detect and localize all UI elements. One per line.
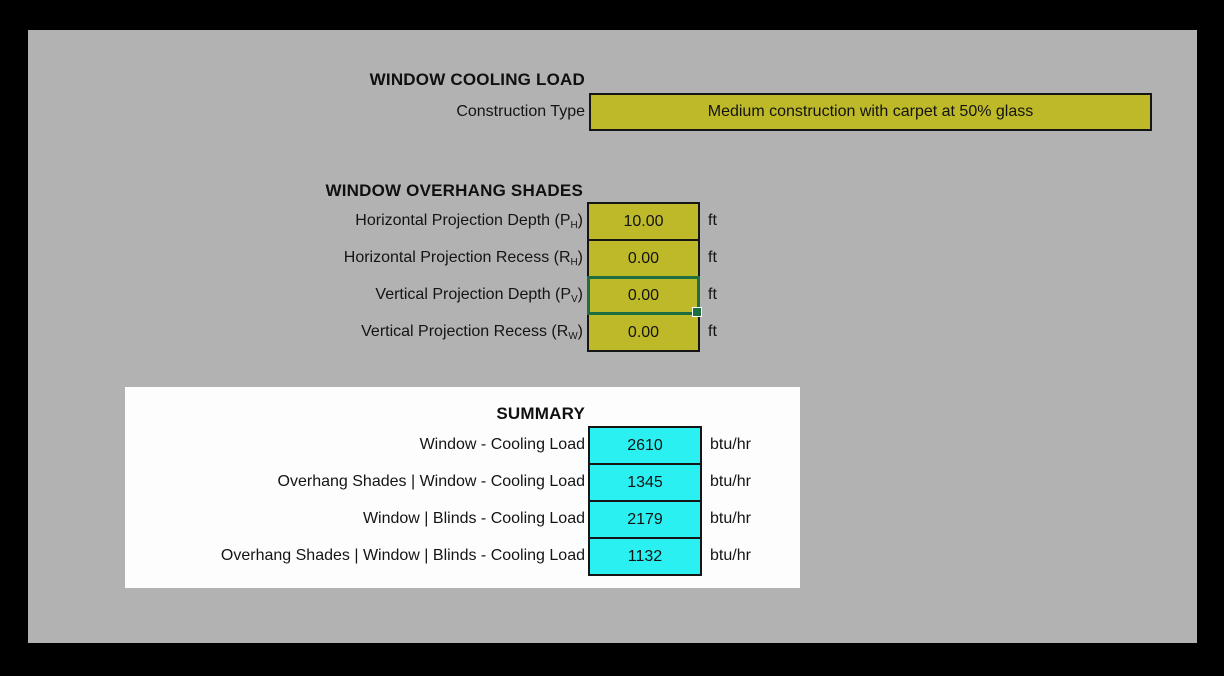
construction-type-label: Construction Type [456,103,585,120]
main-title: WINDOW COOLING LOAD [369,70,585,89]
summary-title: SUMMARY [496,404,585,423]
unit-btu-hr: btu/hr [710,547,751,564]
output-cell-overhang-window[interactable]: 1345 [588,463,702,502]
output-cell-window[interactable]: 2610 [588,426,702,465]
fill-handle[interactable] [692,307,702,317]
summary-label-overhang-window-blinds: Overhang Shades | Window | Blinds - Cooling Load [220,547,585,564]
unit-btu-hr: btu/hr [710,473,751,490]
summary-label-window: Window - Cooling Load [419,436,585,453]
output-cell-window-blinds[interactable]: 2179 [588,500,702,539]
unit-ft: ft [708,212,717,229]
input-label-rh: Horizontal Projection Recess $(R_H)$ [343,249,583,268]
input-cell-stack [587,202,700,352]
unit-ft: ft [708,286,717,303]
input-label-pv: Vertical Projection Depth $(P_V)$ [375,286,583,305]
input-label-rw: Vertical Projection Recess $(R_W)$ [361,323,583,342]
construction-type-cell[interactable]: Medium construction with carpet at 50% glass [589,93,1152,131]
input-cell-ph[interactable]: 10.00 [587,202,700,241]
overhang-title: WINDOW OVERHANG SHADES [325,181,583,200]
summary-label-window-blinds: Window | Blinds - Cooling Load [362,510,585,527]
output-cell-stack [588,426,702,576]
unit-btu-hr: btu/hr [710,510,751,527]
input-cell-rh[interactable]: 0.00 [587,239,700,278]
output-cell-overhang-window-blinds[interactable]: 1132 [588,537,702,576]
input-cell-pv-selected[interactable]: 0.00 [587,276,700,315]
worksheet-canvas [28,30,1197,643]
unit-btu-hr: btu/hr [710,436,751,453]
unit-ft: ft [708,249,717,266]
input-cell-rw[interactable]: 0.00 [587,313,700,352]
unit-ft: ft [708,323,717,340]
input-label-ph: Horizontal Projection Depth $(P_H)$ [355,212,583,231]
summary-label-overhang-window: Overhang Shades | Window - Cooling Load [277,473,585,490]
